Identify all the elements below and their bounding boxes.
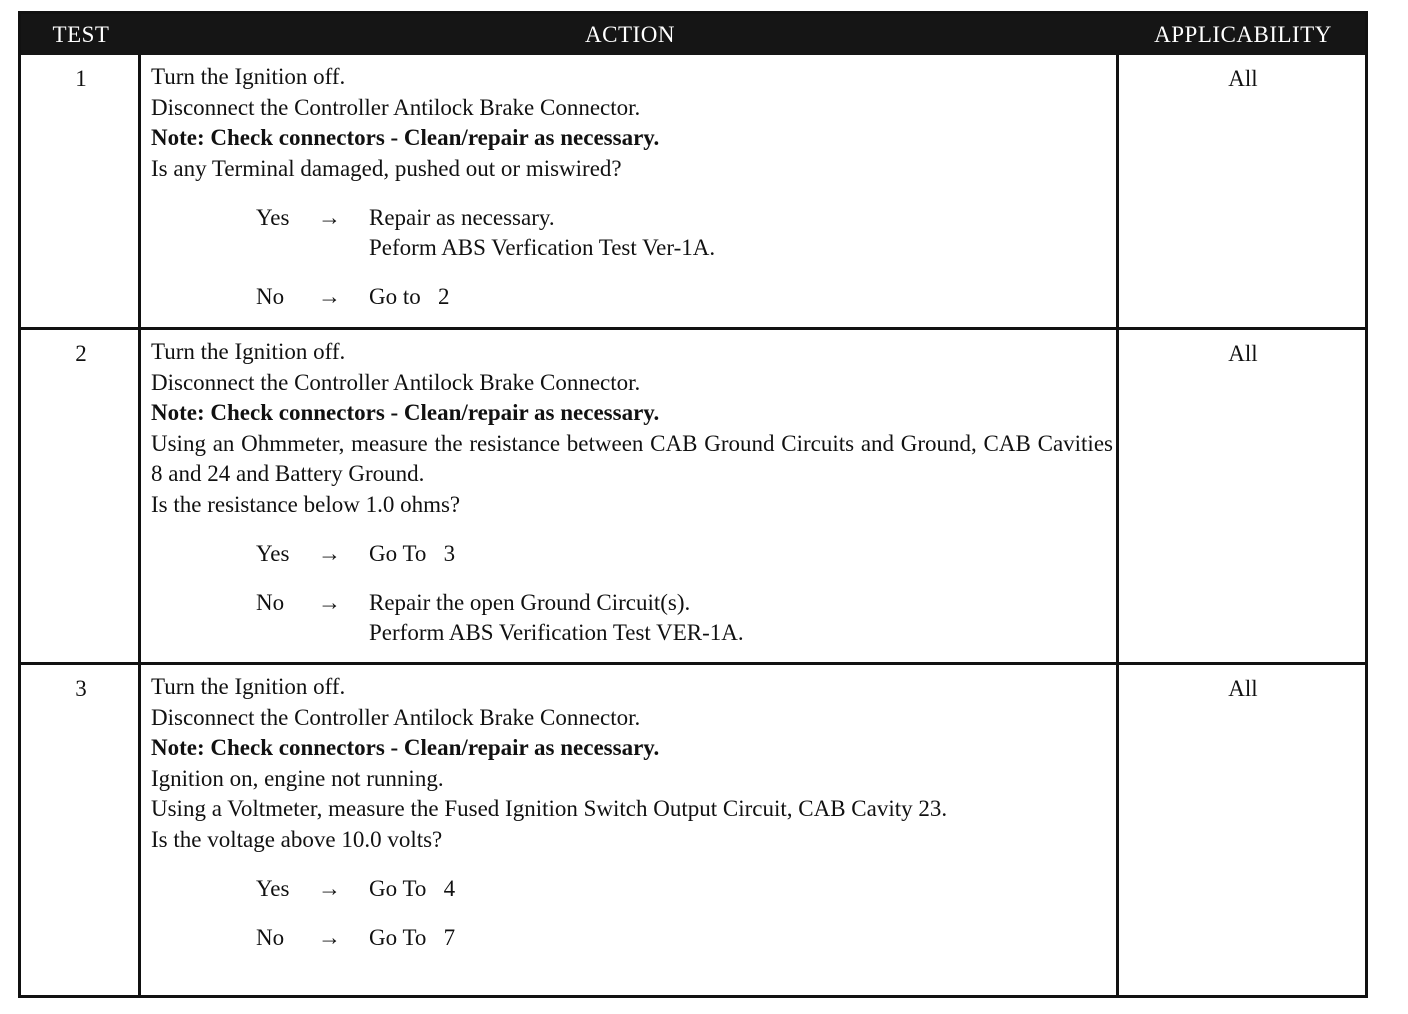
header-test: TEST bbox=[52, 22, 110, 47]
applicability-value: All bbox=[1228, 341, 1258, 366]
no-response bbox=[151, 282, 1113, 312]
question-text: Is the voltage above 10.0 volts? bbox=[151, 826, 443, 852]
applicability-value: All bbox=[1228, 66, 1258, 91]
table-row-test-1 bbox=[21, 55, 1365, 327]
table-row-test-3 bbox=[21, 665, 1365, 995]
header-applicability: APPLICABILITY bbox=[1154, 22, 1332, 47]
no-label: No bbox=[256, 284, 285, 309]
note-text: Note: Check connectors - Clean/repair as necessary. bbox=[151, 125, 660, 150]
right-arrow-icon: → bbox=[318, 590, 341, 615]
step-text: Ignition on, engine not running. bbox=[151, 765, 444, 791]
step-text: Turn the Ignition off. bbox=[151, 64, 346, 89]
question-text: Is any Terminal damaged, pushed out or miswired? bbox=[151, 155, 622, 181]
no-result: Go to 2 bbox=[369, 284, 450, 309]
table-header bbox=[21, 14, 1365, 55]
action-cell bbox=[151, 62, 1113, 312]
right-arrow-icon: → bbox=[318, 925, 341, 950]
step-text: Disconnect the Controller Antilock Brake Connector. bbox=[151, 369, 641, 395]
yes-label: Yes bbox=[256, 205, 290, 230]
yes-result: Go To 3 bbox=[369, 541, 456, 566]
yes-result: Go To 4 bbox=[369, 876, 456, 901]
table-row-test-2 bbox=[21, 330, 1365, 662]
no-label: No bbox=[256, 925, 285, 950]
diagnostic-test-table bbox=[18, 11, 1368, 998]
yes-response bbox=[151, 874, 1113, 904]
step-text: Using an Ohmmeter, measure the resistance between CAB Ground Circuits and Ground, CAB Cavities 8 and 24 and Battery Ground. bbox=[151, 430, 1113, 486]
yes-label: Yes bbox=[256, 876, 290, 901]
action-cell bbox=[151, 337, 1113, 648]
step-text: Turn the Ignition off. bbox=[151, 674, 346, 699]
no-response bbox=[151, 588, 1113, 648]
no-result: Go To 7 bbox=[369, 925, 456, 950]
question-text: Is the resistance below 1.0 ohms? bbox=[151, 491, 461, 517]
no-result-line2: Perform ABS Verification Test VER-1A. bbox=[369, 620, 744, 645]
applicability-value: All bbox=[1228, 676, 1258, 701]
right-arrow-icon: → bbox=[318, 876, 341, 901]
right-arrow-icon: → bbox=[318, 541, 341, 566]
yes-label: Yes bbox=[256, 541, 290, 566]
step-text: Turn the Ignition off. bbox=[151, 339, 346, 364]
yes-result-line2: Peform ABS Verfication Test Ver-1A. bbox=[369, 235, 716, 260]
header-action: ACTION bbox=[585, 22, 675, 47]
action-cell bbox=[151, 672, 1113, 953]
no-result: Repair the open Ground Circuit(s). bbox=[369, 590, 691, 615]
test-number: 3 bbox=[75, 676, 87, 701]
yes-response bbox=[151, 203, 1113, 263]
right-arrow-icon: → bbox=[318, 205, 341, 230]
no-label: No bbox=[256, 590, 285, 615]
step-text: Disconnect the Controller Antilock Brake Connector. bbox=[151, 704, 641, 730]
test-number: 2 bbox=[75, 341, 87, 366]
note-text: Note: Check connectors - Clean/repair as necessary. bbox=[151, 400, 660, 425]
yes-result: Repair as necessary. bbox=[369, 205, 555, 230]
note-text: Note: Check connectors - Clean/repair as necessary. bbox=[151, 735, 660, 760]
yes-response bbox=[151, 539, 1113, 569]
step-text: Disconnect the Controller Antilock Brake Connector. bbox=[151, 94, 641, 120]
test-number: 1 bbox=[75, 66, 87, 91]
right-arrow-icon: → bbox=[318, 284, 341, 309]
no-response bbox=[151, 923, 1113, 953]
step-text: Using a Voltmeter, measure the Fused Ignition Switch Output Circuit, CAB Cavity 23. bbox=[151, 796, 948, 821]
